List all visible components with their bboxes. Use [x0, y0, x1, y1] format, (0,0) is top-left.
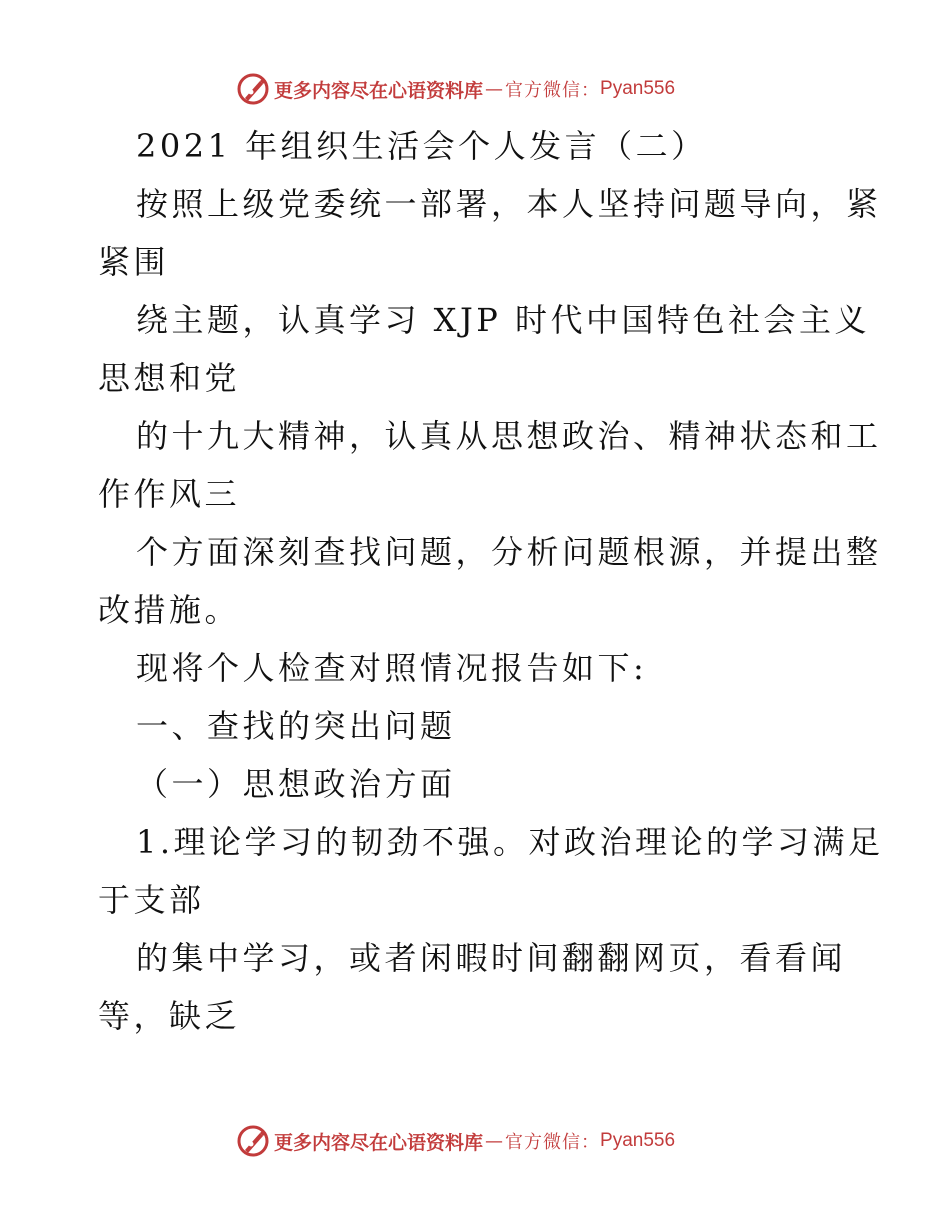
paragraph-line: 改措施。	[98, 591, 241, 629]
pen-logo-icon	[236, 1124, 270, 1158]
watermark-sub-text: 官方微信：	[505, 80, 601, 101]
document-title: 2021 年组织生活会个人发言（二）	[136, 127, 707, 165]
watermark-wechat-id: Pyan556	[600, 1130, 676, 1151]
watermark-dash: —	[485, 78, 504, 100]
watermark-dash: —	[485, 1130, 504, 1152]
paragraph-line: 于支部	[98, 881, 205, 919]
paragraph-line: 等，缺乏	[98, 997, 241, 1035]
section-heading: 一、查找的突出问题	[136, 707, 456, 745]
subsection-heading: （一）思想政治方面	[136, 765, 456, 803]
paragraph-line: 的十九大精神，认真从思想政治、精神状态和工	[136, 417, 882, 455]
paragraph-line: 作作风三	[98, 475, 241, 513]
paragraph-line: 个方面深刻查找问题，分析问题根源，并提出整	[136, 533, 882, 571]
paragraph-line: 1.理论学习的韧劲不强。对政治理论的学习满足	[136, 823, 884, 861]
watermark-wechat-id: Pyan556	[600, 78, 676, 99]
paragraph-line: 的集中学习，或者闲暇时间翻翻网页，看看闻	[136, 939, 847, 977]
paragraph-line: 紧围	[98, 243, 170, 281]
paragraph-line: 按照上级党委统一部署，本人坚持问题导向，紧	[136, 185, 882, 223]
watermark-sub-text: 官方微信：	[505, 1132, 601, 1153]
watermark-main-text: 更多内容尽在心语资料库	[274, 79, 484, 102]
pen-logo-icon	[236, 72, 270, 106]
watermark-main-text: 更多内容尽在心语资料库	[274, 1131, 484, 1154]
watermark-footer	[236, 1124, 675, 1158]
paragraph-line: 绕主题，认真学习 XJP 时代中国特色社会主义	[136, 301, 870, 339]
paragraph-line: 思想和党	[98, 359, 241, 397]
watermark-header	[236, 72, 675, 106]
paragraph-line: 现将个人检查对照情况报告如下:	[136, 649, 648, 687]
